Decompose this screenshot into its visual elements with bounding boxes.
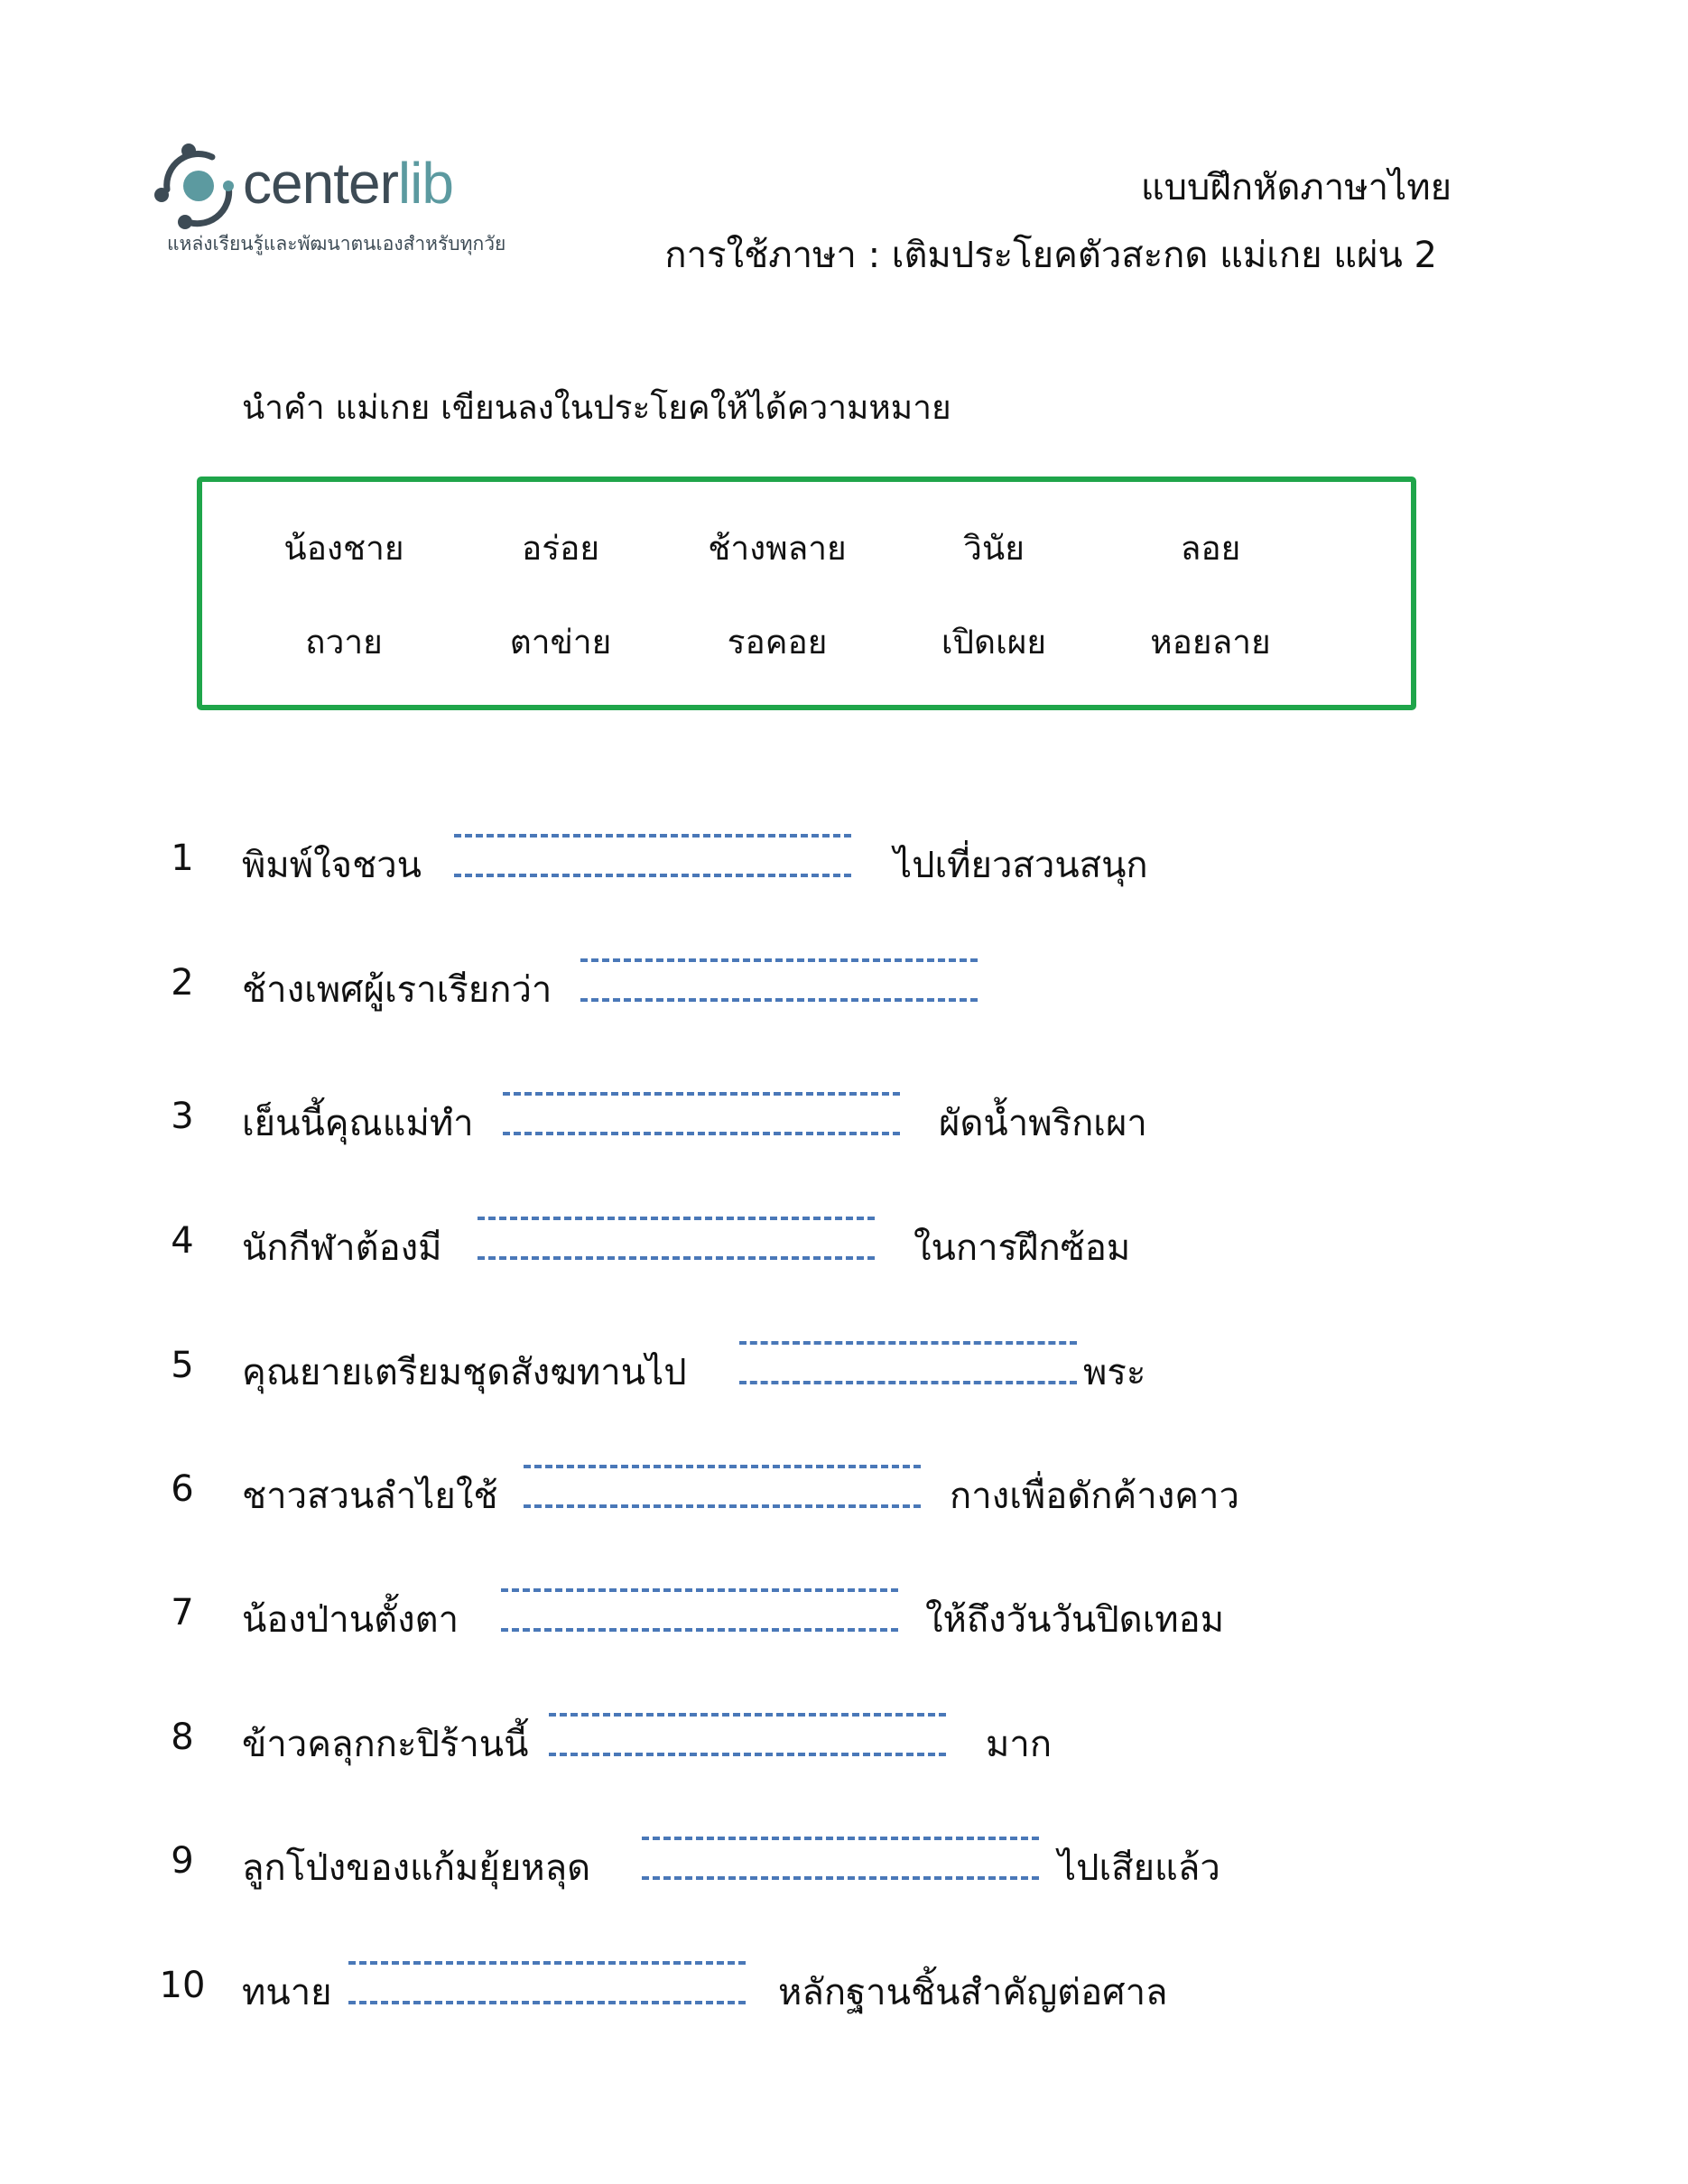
word-bank-item: ลอย (1180, 529, 1241, 568)
question-text-after: หลักฐานชิ้นสำคัญต่อศาล (778, 1972, 1168, 2013)
question-number: 5 (171, 1345, 194, 1386)
question-text-after: ให้ถึงวันวันปิดเทอม (925, 1599, 1225, 1641)
question-text-before: คุณยายเตรียมชุดสังฆทานไป (242, 1352, 687, 1393)
word-bank-box (197, 477, 1416, 710)
question-number: 6 (171, 1468, 194, 1510)
answer-blank[interactable] (549, 1713, 946, 1756)
question-number: 1 (171, 838, 194, 879)
question-number: 10 (159, 1965, 206, 2006)
question-text-after: ผัดน้ำพริกเผา (939, 1103, 1147, 1144)
word-bank-item: ช้างพลาย (708, 529, 847, 568)
question-text-before: น้องป่านตั้งตา (242, 1599, 459, 1641)
question-text-after: ในการฝึกซ้อม (914, 1227, 1131, 1269)
answer-blank[interactable] (501, 1588, 898, 1632)
answer-blank[interactable] (503, 1092, 900, 1135)
logo-tagline: แหล่งเรียนรู้และพัฒนาตนเองสำหรับทุกวัย (167, 233, 506, 254)
word-bank-item: รอคอย (727, 623, 828, 662)
question-text-after: มาก (986, 1724, 1053, 1765)
question-text-before: เย็นนี้คุณแม่ทำ (242, 1103, 474, 1144)
question-number: 4 (171, 1220, 194, 1262)
word-bank-item: หอยลาย (1150, 623, 1271, 662)
question-number: 7 (171, 1592, 194, 1633)
question-text-before: ข้าวคลุกกะปิร้านนี้ (242, 1724, 529, 1765)
question-number: 9 (171, 1840, 194, 1882)
answer-blank[interactable] (739, 1341, 1077, 1384)
answer-blank[interactable] (642, 1837, 1039, 1880)
question-text-before: ช้างเพศผู้เราเรียกว่า (242, 969, 552, 1011)
word-bank-item: วินัย (963, 529, 1025, 568)
word-bank-item: น้องชาย (283, 529, 404, 568)
word-bank-item: เปิดเผย (941, 623, 1047, 662)
question-text-after: ไปเสียแล้ว (1058, 1847, 1220, 1889)
question-text-after: กางเพื่อดักค้างคาว (950, 1476, 1239, 1517)
word-bank-item: ตาข่าย (509, 623, 612, 662)
instruction-text: นำคำ แม่เกย เขียนลงในประโยคให้ได้ความหมาย (242, 388, 951, 427)
answer-blank[interactable] (524, 1465, 921, 1508)
question-text-before: ทนาย (242, 1972, 332, 2013)
answer-blank[interactable] (348, 1961, 746, 2004)
question-text-before: ลูกโป่งของแก้มยุ้ยหลุด (242, 1847, 591, 1889)
answer-blank[interactable] (580, 958, 978, 1002)
logo-wordmark: centerlib (243, 151, 453, 216)
question-number: 2 (171, 962, 194, 1004)
word-bank-item: อร่อย (522, 529, 599, 568)
question-text-before: พิมพ์ใจชวน (242, 845, 422, 886)
centerlib-logo (149, 143, 528, 260)
word-bank-item: ถวาย (305, 623, 383, 662)
question-text-after: ไปเที่ยวสวนสนุก (894, 845, 1148, 886)
worksheet-subtitle: การใช้ภาษา : เติมประโยคตัวสะกด แม่เกย แผ่น 2 (664, 235, 1437, 276)
question-text-before: นักกีฬาต้องมี (242, 1227, 442, 1269)
question-number: 3 (171, 1096, 194, 1137)
question-text-after: พระ (1083, 1352, 1146, 1393)
molecule-logo-icon (149, 143, 239, 233)
worksheet-title: แบบฝึกหัดภาษาไทย (1140, 167, 1451, 208)
answer-blank[interactable] (454, 834, 851, 877)
question-text-before: ชาวสวนลำไยใช้ (242, 1476, 498, 1517)
question-number: 8 (171, 1717, 194, 1758)
answer-blank[interactable] (478, 1217, 875, 1260)
